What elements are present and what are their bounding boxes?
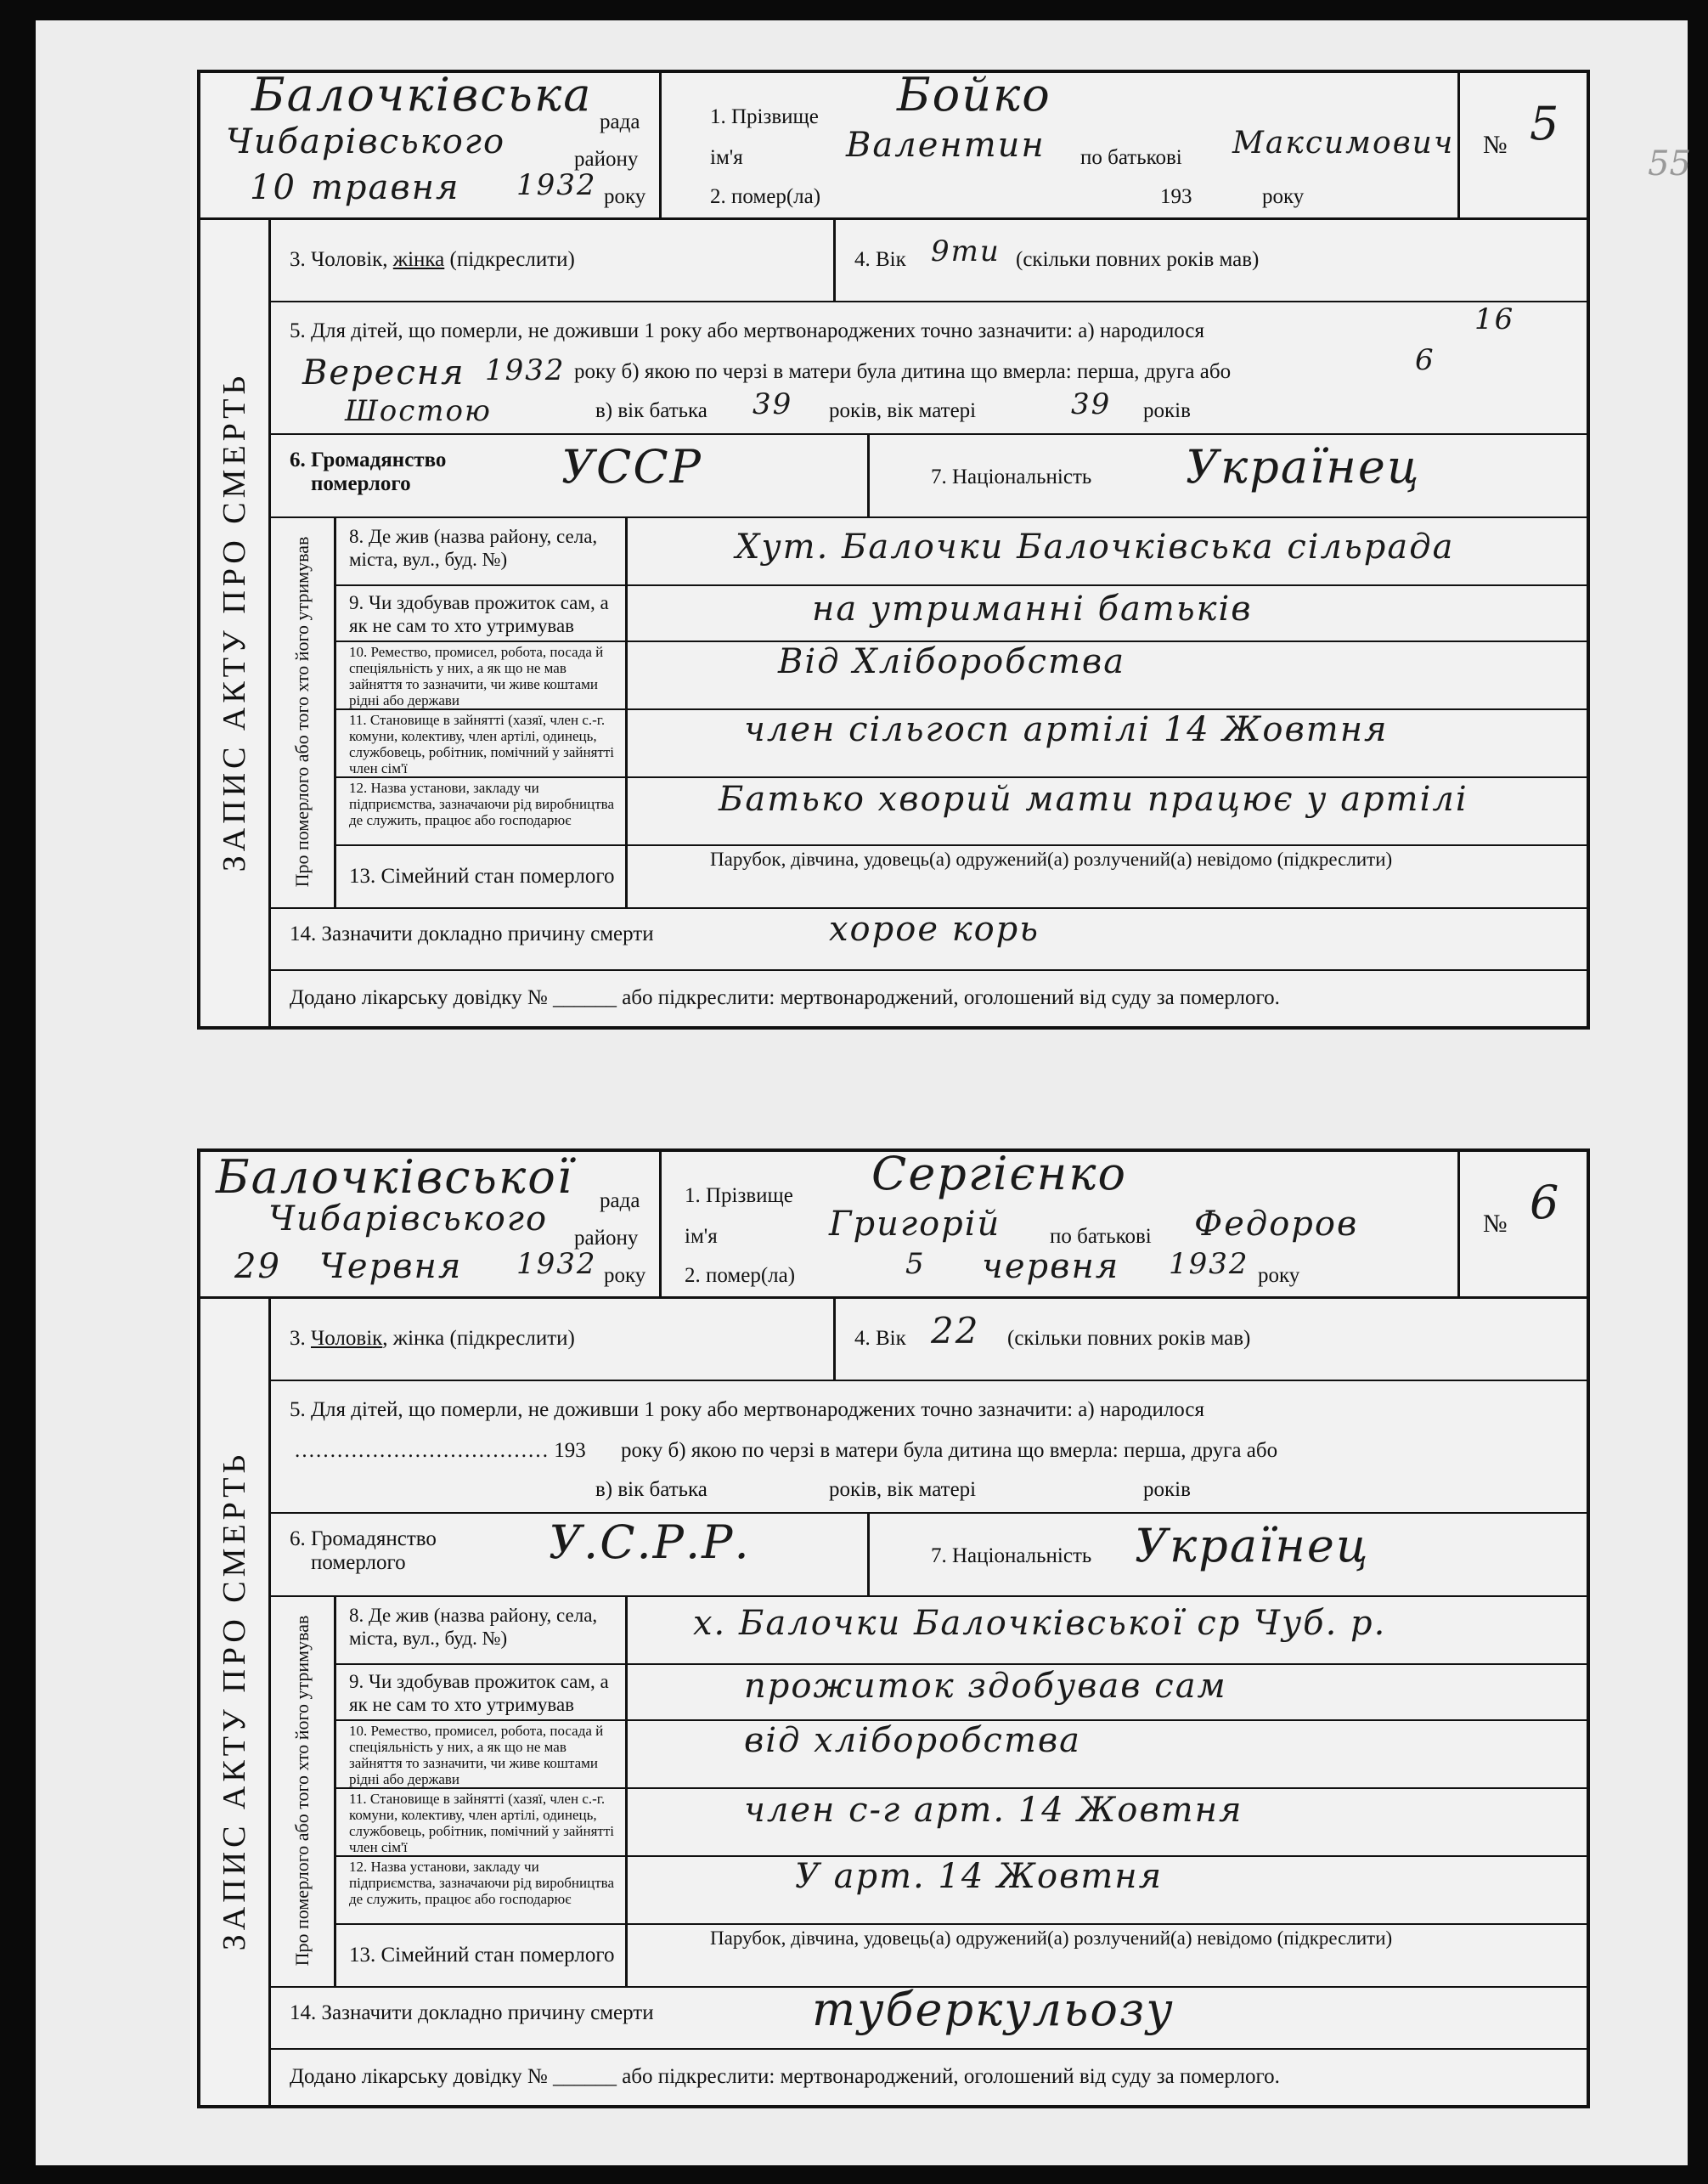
answer-8: х. Балочки Балочківської ср Чуб. р. <box>693 1604 1387 1643</box>
answer-11: член сільгосп артілі 14 Жовтня <box>744 710 1389 749</box>
card-header: Балочківської рада Чибарівського району 29 Червня 1932 року 1. Прізвище Сергієнко ім'я Григорій по батькові Федоров 2. помер(ла) 5 червня 1932 року № 6 <box>200 1152 1587 1299</box>
answer-10: від хліборобства <box>744 1721 1082 1760</box>
district-handwritten: Чибарівського <box>226 122 506 161</box>
council-handwritten: Балочківська <box>251 68 593 121</box>
side-title: ЗАПИС АКТУ ПРО СМЕРТЬ <box>200 217 271 1026</box>
answer-9: на утриманні батьків <box>812 590 1253 629</box>
nationality-handwritten: Українец <box>1135 1519 1370 1572</box>
card-header: Балочківська рада Чибарівського району 10 травня 1932 року 1. Прізвище Бойко ім'я Валентин по батькові Максимович 2. помер(ла) 193 року № 5 <box>200 73 1587 220</box>
cause-of-death: туберкульозу <box>812 1983 1175 2036</box>
page-number: 55 <box>1648 144 1691 183</box>
name-handwritten: Григорій <box>829 1205 1001 1244</box>
citizenship-handwritten: У.С.Р.Р. <box>549 1515 751 1569</box>
age-handwritten: 22 <box>931 1310 980 1352</box>
registration-year: 1932 <box>516 168 597 202</box>
name-handwritten: Валентин <box>846 126 1046 165</box>
citizenship-handwritten: УССР <box>561 440 702 494</box>
surname-handwritten: Сергієнко <box>871 1147 1127 1200</box>
answer-12: У арт. 14 Жовтня <box>795 1857 1164 1896</box>
patronymic-handwritten: Максимович <box>1232 126 1455 161</box>
card-body: 3. Чоловік, жінка (підкреслити) 4. Вік 9ти (скільки повних років мав) 5. Для дітей, що померли, не доживши 1 року або мертвонароджених точно зазначити: а) народилося 16 Вересня 1932 року б) якою по черзі в матери була дитина що вмерла: перша, друга або 6 Шостою в) вік батька 39 років, вік матері 39 років 6. Громадянство померлого УССР 7. Національність Українец Про померлого або того хто його утримував 8. Де жив (назва району, села, міста, вул., буд. №) Хут. Балочки Балочківська сільрада 9. Чи здобував прожиток сам, а як не сам то хто утримував на утриманні батьків 10. Ремество, промисел, робота, посада й спеціяльність у них, а як що не мав зайняття то зазначити, чи живе коштами рідні або держави Від Хліборобства 11. Становище в зайнятті (хазяї, член с.-г. комуни, колективу, член артілі, одинець, службовець, робітник, помічний у зайнятті член сім'ї член сільгосп артілі 14 Жовтня 12. Назва установи, закладу чи підприємства, зазначаючи рід виробництва де служить, працює або господарює Батько хворий мати працює у артілі 13. Сімейний стан померлого Парубок, дівчина, удовець(а) одружений(а) розлучений(а) невідомо (підкреслити) 14. Зазначити докладно причину смерти хорое корь Додано лікарську довідку № ______ або підкреслити: мертвонароджений, оголошений від суду за померлого. <box>268 217 1587 1030</box>
card-body: 3. Чоловік, жінка (підкреслити) 4. Вік 22 (скільки повних років мав) 5. Для дітей, що померли, не доживши 1 року або мертвонароджених точно зазначити: а) народилося ……………………………… 193 року б) якою по черзі в матери була дитина що вмерла: перша, друга або в) вік батька років, вік матері років 6. Громадянство померлого У.С.Р.Р. 7. Національність Українец Про померлого або того хто його утримував 8. Де жив (назва району, села, міста, вул., буд. №) х. Балочки Балочківської ср Чуб. р. 9. Чи здобував прожиток сам, а як не сам то хто утримував прожиток здобував сам 10. Ремество, промисел, робота, посада й спеціяльність у них, а як що не мав зайняття то зазначити, чи живе коштами рідні або держави від хліборобства 11. Становище в зайнятті (хазяї, член с.-г. комуни, колективу, член артілі, одинець, службовець, робітник, помічний у зайнятті член сім'ї член с-г арт. 14 Жовтня 12. Назва установи, закладу чи підприємства, зазначаючи рід виробництва де служить, працює або господарює У арт. 14 Жовтня 13. Сімейний стан померлого Парубок, дівчина, удовець(а) одружений(а) розлучений(а) невідомо (підкреслити) 14. Зазначити докладно причину смерти туберкульозу Додано лікарську довідку № ______ або підкреслити: мертвонароджений, оголошений від суду за померлого. <box>268 1296 1587 2108</box>
death-record-card-2 <box>197 1148 1590 2108</box>
council-handwritten: Балочківської <box>216 1150 573 1204</box>
age-handwritten: 9ти <box>931 234 1001 268</box>
nationality-handwritten: Українец <box>1186 440 1421 494</box>
side-title: ЗАПИС АКТУ ПРО СМЕРТЬ <box>200 1296 271 2105</box>
patronymic-handwritten: Федоров <box>1194 1205 1359 1244</box>
registration-month: травня <box>311 168 460 207</box>
answer-9: прожиток здобував сам <box>744 1667 1227 1706</box>
answer-8: Хут. Балочки Балочківська сільрада <box>736 528 1455 567</box>
registration-day: 29 <box>234 1247 281 1286</box>
cause-of-death: хорое корь <box>829 910 1040 949</box>
answer-12: Батько хворий мати працює у артілі <box>719 780 1468 819</box>
registration-day: 10 <box>250 168 296 207</box>
surname-handwritten: Бойко <box>897 68 1051 121</box>
district-handwritten: Чибарівського <box>268 1199 549 1239</box>
answer-10: Від Хліборобства <box>778 642 1126 681</box>
death-record-card-1 <box>197 70 1590 1030</box>
answer-11: член с-г арт. 14 Жовтня <box>744 1791 1243 1830</box>
registration-year: 1932 <box>516 1247 597 1281</box>
record-number: 5 <box>1530 97 1561 150</box>
record-number: 6 <box>1530 1176 1561 1229</box>
registration-month: Червня <box>319 1247 463 1286</box>
